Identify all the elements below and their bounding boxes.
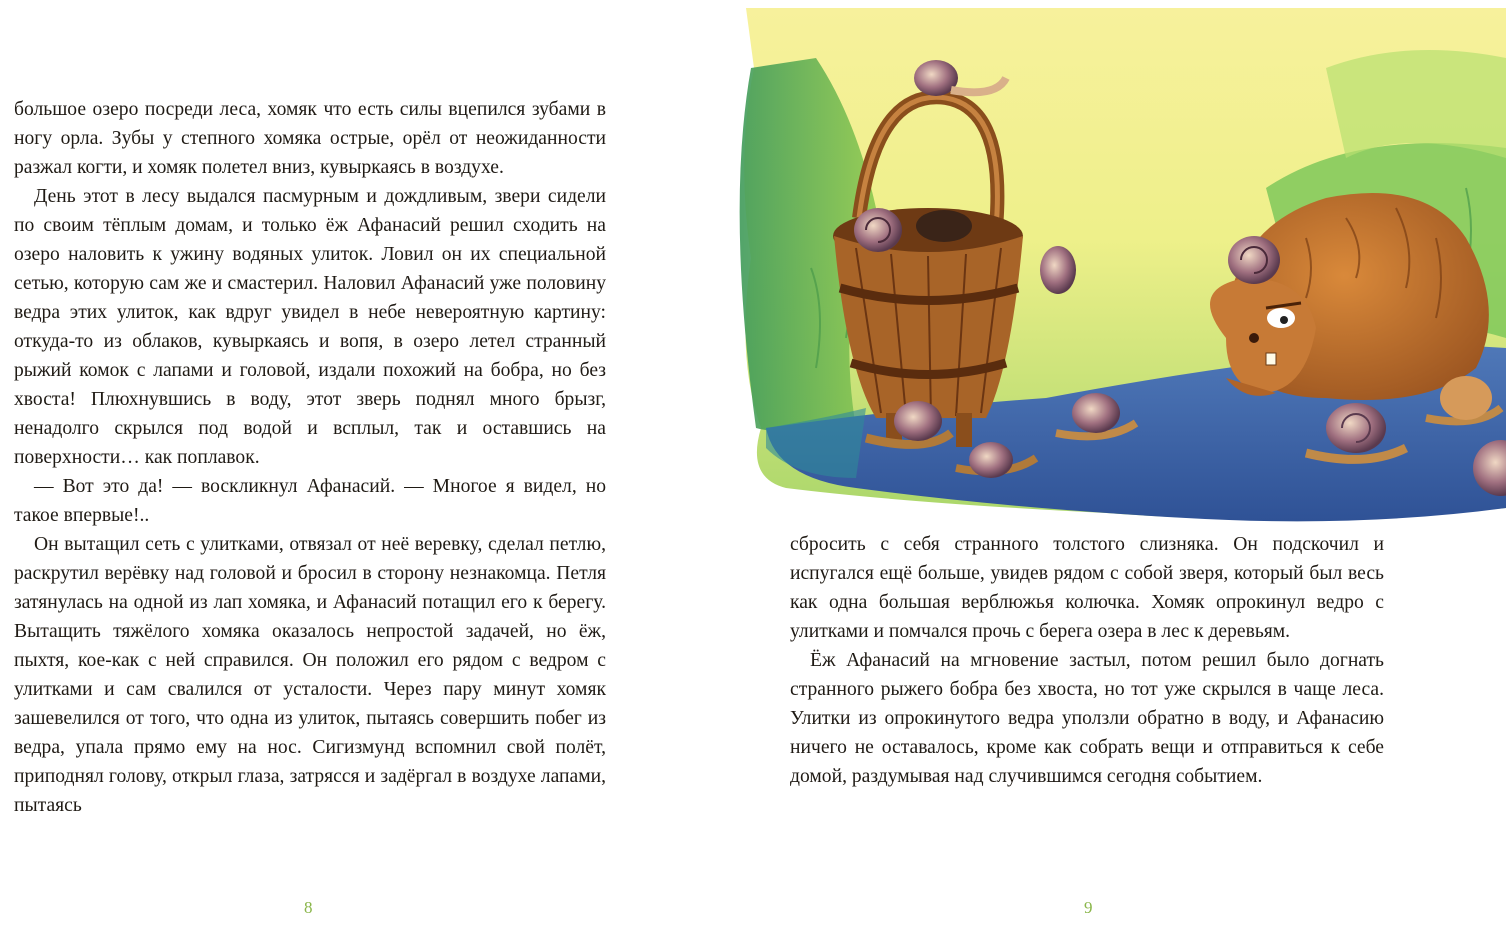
left-page-text [14, 95, 606, 820]
right-page-text [790, 530, 1384, 791]
paragraph: Он вытащил сеть с улитками, отвязал от неё веревку, сделал петлю, раскрутил верёвку над головой и бросил в сторону незнакомца. Петля затянулась на одной из лап хомяка, и Афанасий потащил его к берегу. Вытащить тяжёлого хомяка оказалось непростой задачей, но ёж, пыхтя, кое-как с ней справился. Он положил его рядом с ведром с улитками и сам свалился от усталости. Через пару минут хомяк зашевелился от того, что одна из улиток, пытаясь совершить побег из ведра, упала прямо ему на нос. Сигизмунд вспомнил свой полёт, приподнял голову, открыл глаза, затрясся и задёргал в воздухе лапами, пытаясь [14, 534, 606, 816]
page-number: 8 [304, 898, 313, 917]
paragraph: большое озеро посреди леса, хомяк что есть силы вцепился зубами в ногу орла. Зубы у степного хомяка острые, орёл от неожиданности разжал когти, и хомяк полетел вниз, кувыркаясь в воздухе. [14, 99, 606, 178]
right-page [754, 0, 1508, 940]
snail-icon [1040, 246, 1076, 294]
paragraph: Ёж Афанасий на мгновение застыл, потом решил было догнать странного рыжего бобра без хвоста, но тот уже скрылся в чаще леса. Улитки из опрокинутого ведра уползли обратно в воду, и Афанасию ничего не оставалось, кроме как собрать вещи и отправиться к себе домой, раздумывая над случившимся сегодня событием. [790, 650, 1384, 787]
snail-icon [1228, 236, 1280, 284]
paragraph: сбросить с себя странного толстого слизняка. Он подскочил и испугался ещё больше, увидев рядом с собой зверя, который был весь как одна большая верблюжья колючка. Хомяк опрокинул ведро с улитками и помчался прочь с берега озера в лес к деревьям. [790, 534, 1384, 642]
story-illustration [706, 8, 1506, 528]
snail-icon [854, 208, 902, 252]
page-number: 9 [1084, 898, 1093, 917]
paragraph: — Вот это да! — воскликнул Афанасий. — Многое я видел, но такое впервые!.. [14, 476, 606, 526]
paragraph: День этот в лесу выдался пасмурным и дождливым, звери сидели по своим тёплым домам, и только ёж Афанасий решил сходить на озеро наловить к ужину водяных улиток. Ловил он их специальной сетью, которую сам же и смастерил. Наловил Афанасий уже половину ведра этих улиток, как вдруг увидел в небе невероятную картину: откуда-то из облаков, кувыркаясь и вопя, в озеро летел странный рыжий комок с лапами и головой, издали похожий на бобра, но без хвоста! Плюхнувшись в воду, этот зверь поднял много брызг, ненадолго скрылся под водой и всплыл, так и оставшись на поверхности… как поплавок. [14, 186, 606, 468]
